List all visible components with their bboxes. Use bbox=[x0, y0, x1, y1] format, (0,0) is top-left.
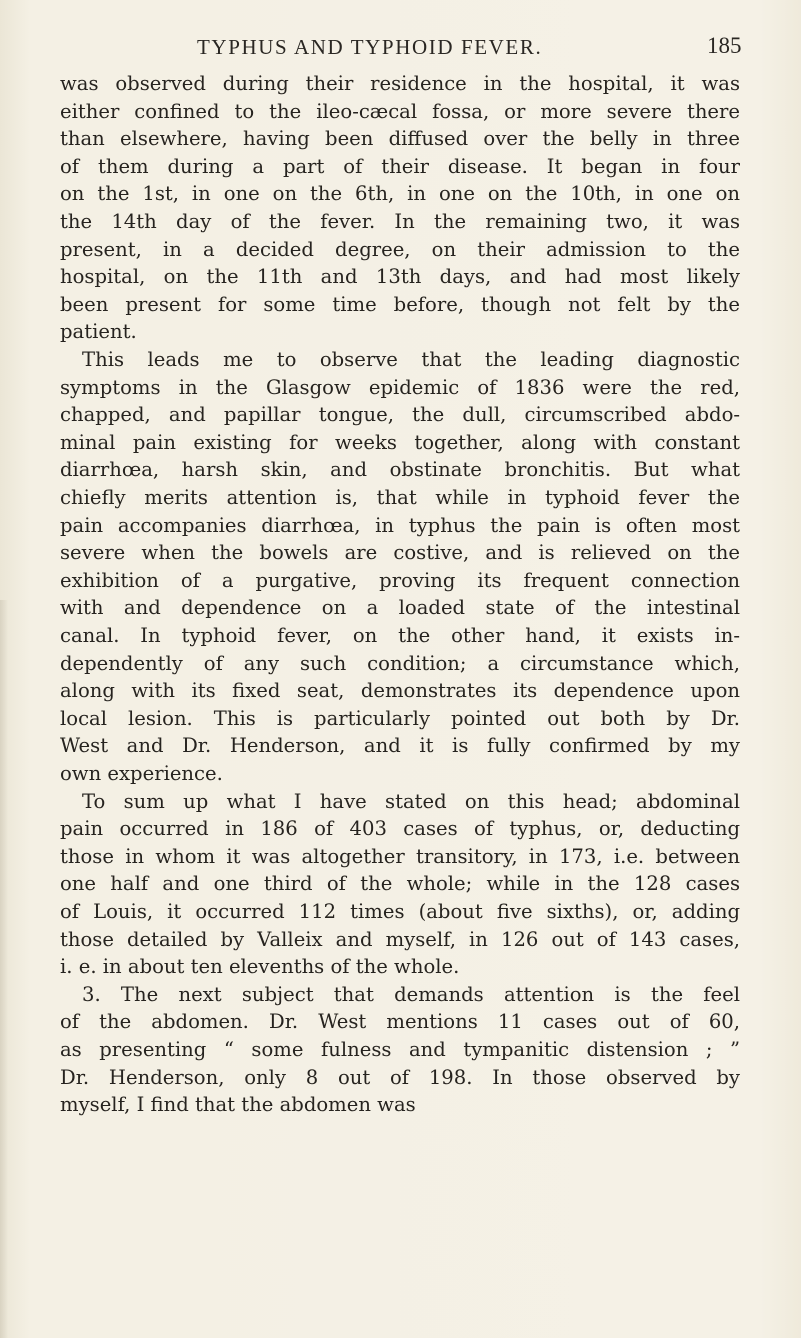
text-line: was observed during their residence in the hospital, it was bbox=[60, 72, 740, 95]
text-line: Dr. Henderson, only 8 out of 198. In those observed by bbox=[60, 1065, 740, 1089]
text-line: own experience. bbox=[60, 762, 223, 785]
text-line: either confined to the ileo-cæcal fossa, or more severe there bbox=[60, 99, 740, 123]
running-head bbox=[0, 30, 801, 60]
text-line: local lesion. This is particularly pointed out both by Dr. bbox=[60, 706, 740, 730]
text-line: those detailed by Valleix and myself, in 126 out of 143 cases, bbox=[60, 927, 740, 951]
text-line: of them during a part of their disease. It began in four bbox=[60, 154, 740, 178]
text-line: one half and one third of the whole; while in the 128 cases bbox=[60, 872, 740, 896]
text-line: minal pain existing for weeks together, along with constant bbox=[60, 430, 740, 454]
text-line: on the 1st, in one on the 6th, in one on the 10th, in one on bbox=[60, 182, 740, 206]
text-line: severe when the bowels are costive, and is relieved on the bbox=[60, 541, 740, 565]
text-line: of the abdomen. Dr. West mentions 11 cases out of 60, bbox=[60, 1010, 740, 1034]
text-line: myself, I find that the abdomen was bbox=[60, 1093, 416, 1117]
text-line: than elsewhere, having been diffused over the belly in three bbox=[60, 127, 740, 151]
text-line: hospital, on the 11th and 13th days, and had most likely bbox=[60, 265, 740, 289]
page-gutter-shadow bbox=[0, 600, 8, 1338]
text-line: chiefly merits attention is, that while in typhoid fever the bbox=[60, 486, 740, 509]
text-line: This leads me to observe that the leading diagnostic bbox=[82, 348, 740, 371]
text-line: been present for some time before, though not felt by the bbox=[60, 292, 740, 316]
text-line: with and dependence on a loaded state of the intestinal bbox=[60, 596, 740, 620]
text-line: symptoms in the Glasgow epidemic of 1836 were the red, bbox=[60, 375, 740, 399]
text-line: as presenting “ some fulness and tympanitic distension ; ” bbox=[60, 1038, 740, 1061]
text-line: of Louis, it occurred 112 times (about five sixths), or, adding bbox=[60, 900, 740, 923]
text-line: diarrhœa, harsh skin, and obstinate bronchitis. But what bbox=[60, 458, 740, 482]
text-line: exhibition of a purgative, proving its frequent connection bbox=[60, 568, 740, 592]
text-line: the 14th day of the fever. In the remaining two, it was bbox=[60, 210, 740, 233]
text-line: chapped, and papillar tongue, the dull, circumscribed abdo- bbox=[60, 403, 740, 427]
text-line: dependently of any such condition; a circumstance which, bbox=[60, 651, 740, 675]
text-line: pain occurred in 186 of 403 cases of typhus, or, deducting bbox=[60, 817, 740, 841]
text-line: To sum up what I have stated on this head; abdominal bbox=[82, 789, 740, 813]
text-line: i. e. in about ten elevenths of the whole. bbox=[60, 955, 460, 979]
text-line: West and Dr. Henderson, and it is fully confirmed by my bbox=[60, 734, 740, 758]
text-line: present, in a decided degree, on their admission to the bbox=[60, 237, 740, 261]
text-line: patient. bbox=[60, 320, 137, 344]
page-number: 185 bbox=[707, 33, 742, 58]
text-line: along with its fixed seat, demonstrates its dependence upon bbox=[60, 679, 740, 703]
text-line: 3. The next subject that demands attention is the feel bbox=[82, 982, 740, 1006]
text-line: those in whom it was altogether transitory, in 173, i.e. between bbox=[60, 844, 740, 868]
text-line: pain accompanies diarrhœa, in typhus the pain is often most bbox=[60, 513, 740, 537]
text-line: canal. In typhoid fever, on the other hand, it exists in- bbox=[60, 624, 740, 647]
running-head-title: TYPHUS AND TYPHOID FEVER. bbox=[197, 35, 543, 59]
